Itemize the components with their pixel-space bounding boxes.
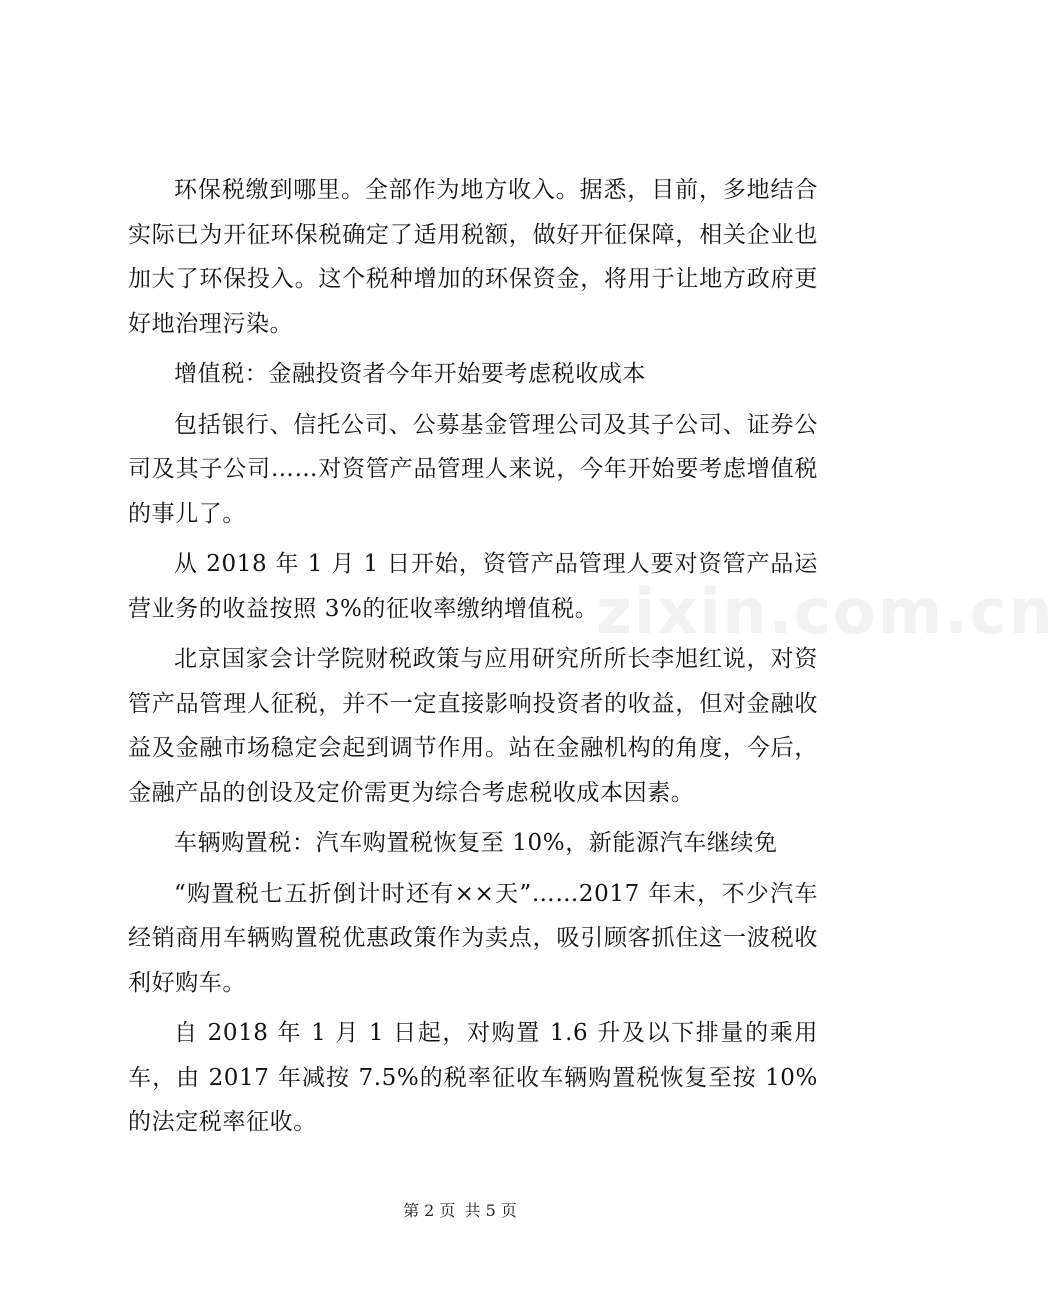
page-number: 第 2 页 (403, 1201, 456, 1220)
paragraph-vehicle-countdown: “购置税七五折倒计时还有××天”……2017 年末，不少汽车经销商用车辆购置税优惠政策作为卖点，吸引顾客抓住这一波税收利好购车。 (128, 880, 818, 996)
paragraph-vehicle-rate: 自 2018 年 1 月 1 日起，对购置 1.6 升及以下排量的乘用车，由 2017 年减按 7.5%的税率征收车辆购置税恢复至按 10%的法定税率征收。 (128, 1020, 818, 1135)
page-footer (0, 1198, 920, 1221)
heading-vat: 增值税：金融投资者今年开始要考虑税收成本 (174, 361, 646, 387)
heading-vehicle-tax: 车辆购置税：汽车购置税恢复至 10%，新能源汽车继续免 (174, 830, 778, 856)
paragraph-vat-rate: 从 2018 年 1 月 1 日开始，资管产品管理人要对资管产品运营业务的收益按照 3%的征收率缴纳增值税。 (128, 551, 818, 622)
page-total: 共 5 页 (464, 1201, 517, 1220)
paragraph-env-tax-destination: 环保税缴到哪里。全部作为地方收入。据悉，目前，多地结合实际已为开征环保税确定了适用税额，做好开征保障，相关企业也加大了环保投入。这个税种增加的环保资金，将用于让地方政府更好地治理污染。 (128, 177, 818, 337)
document-body (128, 168, 818, 1151)
paragraph-vat-scope: 包括银行、信托公司、公募基金管理公司及其子公司、证券公司及其子公司……对资管产品管理人来说，今年开始要考虑增值税的事儿了。 (128, 411, 818, 527)
paragraph-vat-expert: 北京国家会计学院财税政策与应用研究所所长李旭红说，对资管产品管理人征税，并不一定直接影响投资者的收益，但对金融收益及金融市场稳定会起到调节作用。站在金融机构的角度，今后，金融产品的创设及定价需更为综合考虑税收成本因素。 (128, 646, 818, 806)
watermark: zixin.com.cn (596, 575, 1055, 648)
